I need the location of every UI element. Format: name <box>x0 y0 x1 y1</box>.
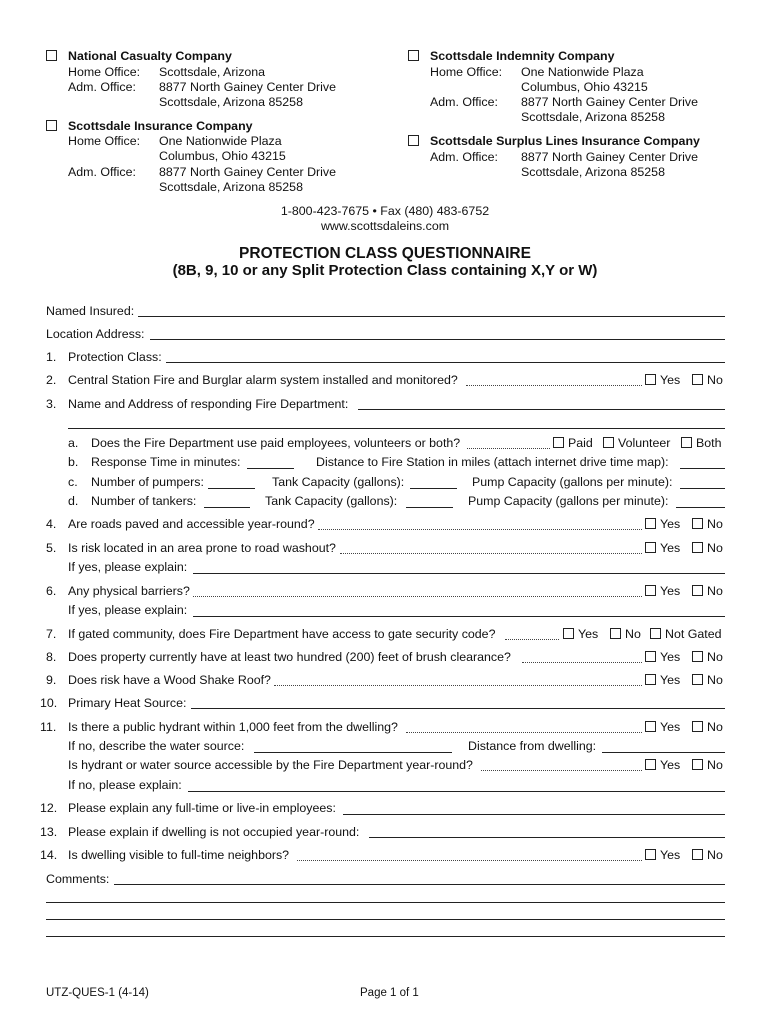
primary-heat-field[interactable] <box>191 708 725 709</box>
yes-label: Yes <box>660 758 681 772</box>
no-option[interactable] <box>610 627 641 642</box>
scottsdale-insurance-checkbox[interactable] <box>46 120 57 131</box>
volunteer-option[interactable] <box>603 436 670 451</box>
yes-option[interactable] <box>645 517 680 532</box>
question-number: 2. <box>46 373 57 387</box>
comments-field-line4[interactable] <box>46 936 725 937</box>
adm-office-line2: Scottsdale, Arizona 85258 <box>159 180 303 194</box>
sub-question-letter: c. <box>68 475 78 489</box>
yes-option[interactable] <box>645 758 680 773</box>
company-name: Scottsdale Indemnity Company <box>430 49 615 63</box>
not-gated-option[interactable] <box>650 627 721 642</box>
question-text: Please explain if dwelling is not occupied year-round: <box>68 825 360 839</box>
distance-from-dwelling-field[interactable] <box>602 752 725 753</box>
home-office-label: Home Office: <box>68 134 141 148</box>
no-option[interactable] <box>692 373 723 388</box>
volunteer-checkbox[interactable] <box>603 437 614 448</box>
paid-checkbox[interactable] <box>553 437 564 448</box>
no-checkbox[interactable] <box>692 759 703 770</box>
fire-department-field[interactable] <box>358 409 725 410</box>
volunteer-label: Volunteer <box>618 436 671 450</box>
pumpers-field[interactable] <box>208 488 255 489</box>
question-text: Please explain any full-time or live-in employees: <box>68 801 336 815</box>
location-address-label: Location Address: <box>46 327 145 341</box>
yes-label: Yes <box>660 673 681 687</box>
no-option[interactable] <box>692 673 723 688</box>
no-label: No <box>707 650 723 664</box>
question-number: 10. <box>40 696 58 710</box>
yes-checkbox[interactable] <box>645 374 656 385</box>
yes-checkbox[interactable] <box>645 721 656 732</box>
question-text: Does property currently have at least two hundred (200) feet of brush clearance? <box>68 650 511 664</box>
no-checkbox[interactable] <box>692 849 703 860</box>
yes-option[interactable] <box>645 720 680 735</box>
scottsdale-surplus-checkbox[interactable] <box>408 135 419 146</box>
question-text: Central Station Fire and Burglar alarm system installed and monitored? <box>68 373 458 387</box>
home-office-label: Home Office: <box>68 65 141 79</box>
no-checkbox[interactable] <box>692 651 703 662</box>
no-label: No <box>707 720 723 734</box>
distance-from-dwelling-label: Distance from dwelling: <box>468 739 597 753</box>
comments-field-line3[interactable] <box>46 919 725 920</box>
question-number: 11. <box>40 720 57 734</box>
adm-office-label: Adm. Office: <box>430 150 498 164</box>
tanker-pump-capacity-field[interactable] <box>676 507 725 508</box>
question-number: 12. <box>40 801 58 815</box>
adm-office-line2: Scottsdale, Arizona 85258 <box>521 165 665 179</box>
tankers-label: Number of tankers: <box>91 494 197 508</box>
paid-label: Paid <box>568 436 593 450</box>
not-gated-checkbox[interactable] <box>650 628 661 639</box>
no-checkbox[interactable] <box>692 721 703 732</box>
explain-label: If yes, please explain: <box>68 603 188 617</box>
no-checkbox[interactable] <box>692 374 703 385</box>
primary-heat-label: Primary Heat Source: <box>68 696 187 710</box>
no-option[interactable] <box>692 848 723 863</box>
named-insured-label: Named Insured: <box>46 304 135 318</box>
leader-dots <box>318 529 642 530</box>
adm-office-line2: Scottsdale, Arizona 85258 <box>521 110 665 124</box>
yes-checkbox[interactable] <box>645 542 656 553</box>
protection-class-field[interactable] <box>166 362 725 363</box>
explain-label: If yes, please explain: <box>68 560 188 574</box>
leader-dots <box>505 639 559 640</box>
home-office-value: Scottsdale, Arizona <box>159 65 266 79</box>
hydrant-explain-field[interactable] <box>188 791 725 792</box>
question-number: 1. <box>46 350 57 364</box>
comments-label: Comments: <box>46 872 110 886</box>
distance-field[interactable] <box>680 468 725 469</box>
question-number: 13. <box>40 825 58 839</box>
water-source-label: If no, describe the water source: <box>68 739 245 753</box>
no-label: No <box>707 848 723 862</box>
leader-dots <box>466 385 642 386</box>
pumper-tank-capacity-field[interactable] <box>410 488 457 489</box>
yes-label: Yes <box>660 720 681 734</box>
tank-capacity-label: Tank Capacity (gallons): <box>265 494 398 508</box>
tankers-field[interactable] <box>204 507 250 508</box>
comments-field-line1[interactable] <box>114 884 725 885</box>
occupancy-field[interactable] <box>369 837 725 838</box>
leader-dots <box>193 596 642 597</box>
no-label: No <box>707 373 723 387</box>
no-label: No <box>707 673 723 687</box>
question-text: Does the Fire Department use paid employees, volunteers or both? <box>91 436 461 450</box>
sub-question-letter: d. <box>68 494 79 508</box>
response-time-label: Response Time in minutes: <box>91 455 241 469</box>
employees-field[interactable] <box>343 814 725 815</box>
leader-dots <box>340 553 642 554</box>
question-text: Is dwelling visible to full-time neighbors? <box>68 848 290 862</box>
question-text: If gated community, does Fire Department have access to gate security code? <box>68 627 496 641</box>
home-office-line2: Columbus, Ohio 43215 <box>521 80 648 94</box>
no-option[interactable] <box>692 758 723 773</box>
yes-label: Yes <box>660 373 681 387</box>
adm-office-line1: 8877 North Gainey Center Drive <box>159 165 336 179</box>
both-option[interactable] <box>681 436 722 451</box>
leader-dots <box>481 770 642 771</box>
adm-office-line1: 8877 North Gainey Center Drive <box>159 80 336 94</box>
yes-label: Yes <box>660 848 681 862</box>
no-checkbox[interactable] <box>692 542 703 553</box>
adm-office-label: Adm. Office: <box>430 95 498 109</box>
yes-checkbox[interactable] <box>563 628 574 639</box>
home-office-line1: One Nationwide Plaza <box>521 65 644 79</box>
company-name: Scottsdale Insurance Company <box>68 119 253 133</box>
explain-label: If no, please explain: <box>68 778 182 792</box>
no-option[interactable] <box>692 720 723 735</box>
no-label: No <box>707 541 723 555</box>
water-source-field[interactable] <box>254 752 452 753</box>
no-label: No <box>707 758 723 772</box>
question-text: Are roads paved and accessible year-round? <box>68 517 315 531</box>
named-insured-field[interactable] <box>138 316 725 317</box>
both-checkbox[interactable] <box>681 437 692 448</box>
yes-option[interactable] <box>645 673 680 688</box>
page-number: Page 1 of 1 <box>360 987 419 999</box>
yes-checkbox[interactable] <box>645 518 656 529</box>
washout-explain-field[interactable] <box>193 573 725 574</box>
sub-question-letter: a. <box>68 436 79 450</box>
distance-label: Distance to Fire Station in miles (attach internet drive time map): <box>316 455 669 469</box>
no-option[interactable] <box>692 650 723 665</box>
tank-capacity-label: Tank Capacity (gallons): <box>272 475 405 489</box>
not-gated-label: Not Gated <box>665 627 722 641</box>
page-title: PROTECTION CLASS QUESTIONNAIRE <box>239 245 531 262</box>
adm-office-label: Adm. Office: <box>68 80 136 94</box>
home-office-label: Home Office: <box>430 65 503 79</box>
pumpers-label: Number of pumpers: <box>91 475 204 489</box>
both-label: Both <box>696 436 722 450</box>
yes-checkbox[interactable] <box>645 585 656 596</box>
form-id: UTZ-QUES-1 (4-14) <box>46 987 149 999</box>
tanker-tank-capacity-field[interactable] <box>406 507 453 508</box>
yes-option[interactable] <box>645 373 680 388</box>
yes-option[interactable] <box>645 541 680 556</box>
question-number: 8. <box>46 650 57 664</box>
pumper-pump-capacity-field[interactable] <box>680 488 725 489</box>
no-label: No <box>707 517 723 531</box>
question-text: Does risk have a Wood Shake Roof? <box>68 673 271 687</box>
yes-checkbox[interactable] <box>645 759 656 770</box>
response-time-field[interactable] <box>247 468 294 469</box>
question-number: 9. <box>46 673 57 687</box>
yes-label: Yes <box>578 627 599 641</box>
national-casualty-checkbox[interactable] <box>46 50 57 61</box>
question-number: 14. <box>40 848 58 862</box>
yes-checkbox[interactable] <box>645 674 656 685</box>
no-checkbox[interactable] <box>692 518 703 529</box>
leader-dots <box>467 448 550 449</box>
question-number: 6. <box>46 584 57 598</box>
comments-field-line2[interactable] <box>46 902 725 903</box>
no-checkbox[interactable] <box>692 585 703 596</box>
no-option[interactable] <box>692 584 723 599</box>
leader-dots <box>297 860 642 861</box>
adm-office-line2: Scottsdale, Arizona 85258 <box>159 95 303 109</box>
pump-capacity-label: Pump Capacity (gallons per minute): <box>468 494 669 508</box>
question-text: Is hydrant or water source accessible by the Fire Department year-round? <box>68 758 473 772</box>
no-checkbox[interactable] <box>610 628 621 639</box>
yes-label: Yes <box>660 517 681 531</box>
question-number: 4. <box>46 517 57 531</box>
yes-option[interactable] <box>563 627 598 642</box>
no-option[interactable] <box>692 517 723 532</box>
company-name: Scottsdale Surplus Lines Insurance Company <box>430 134 700 148</box>
paid-option[interactable] <box>553 436 593 451</box>
leader-dots <box>522 662 642 663</box>
question-number: 7. <box>46 627 57 641</box>
yes-label: Yes <box>660 584 681 598</box>
protection-class-label: Protection Class: <box>68 350 162 364</box>
barriers-explain-field[interactable] <box>193 616 725 617</box>
no-checkbox[interactable] <box>692 674 703 685</box>
no-label: No <box>707 584 723 598</box>
adm-office-line1: 8877 North Gainey Center Drive <box>521 150 698 164</box>
no-label: No <box>625 627 641 641</box>
home-office-line1: One Nationwide Plaza <box>159 134 282 148</box>
yes-label: Yes <box>660 650 681 664</box>
adm-office-label: Adm. Office: <box>68 165 136 179</box>
yes-option[interactable] <box>645 848 680 863</box>
leader-dots <box>274 685 642 686</box>
contact-website: www.scottsdaleins.com <box>320 219 450 233</box>
yes-option[interactable] <box>645 584 680 599</box>
fire-department-field-line2[interactable] <box>68 428 725 429</box>
location-address-field[interactable] <box>150 339 725 340</box>
pump-capacity-label: Pump Capacity (gallons per minute): <box>472 475 673 489</box>
question-text: Any physical barriers? <box>68 584 190 598</box>
yes-checkbox[interactable] <box>645 849 656 860</box>
adm-office-line1: 8877 North Gainey Center Drive <box>521 95 698 109</box>
page-subtitle: (8B, 9, 10 or any Split Protection Class containing X,Y or W) <box>172 262 598 279</box>
question-number: 5. <box>46 541 57 555</box>
contact-phone-fax: 1-800-423-7675 • Fax (480) 483-6752 <box>280 204 490 218</box>
question-text: Name and Address of responding Fire Department: <box>68 397 349 411</box>
yes-option[interactable] <box>645 650 680 665</box>
sub-question-letter: b. <box>68 455 79 469</box>
question-text: Is risk located in an area prone to road washout? <box>68 541 336 555</box>
yes-checkbox[interactable] <box>645 651 656 662</box>
no-option[interactable] <box>692 541 723 556</box>
scottsdale-indemnity-checkbox[interactable] <box>408 50 419 61</box>
question-number: 3. <box>46 397 57 411</box>
home-office-line2: Columbus, Ohio 43215 <box>159 149 286 163</box>
company-name: National Casualty Company <box>68 49 232 63</box>
question-text: Is there a public hydrant within 1,000 feet from the dwelling? <box>68 720 398 734</box>
yes-label: Yes <box>660 541 681 555</box>
leader-dots <box>406 732 642 733</box>
